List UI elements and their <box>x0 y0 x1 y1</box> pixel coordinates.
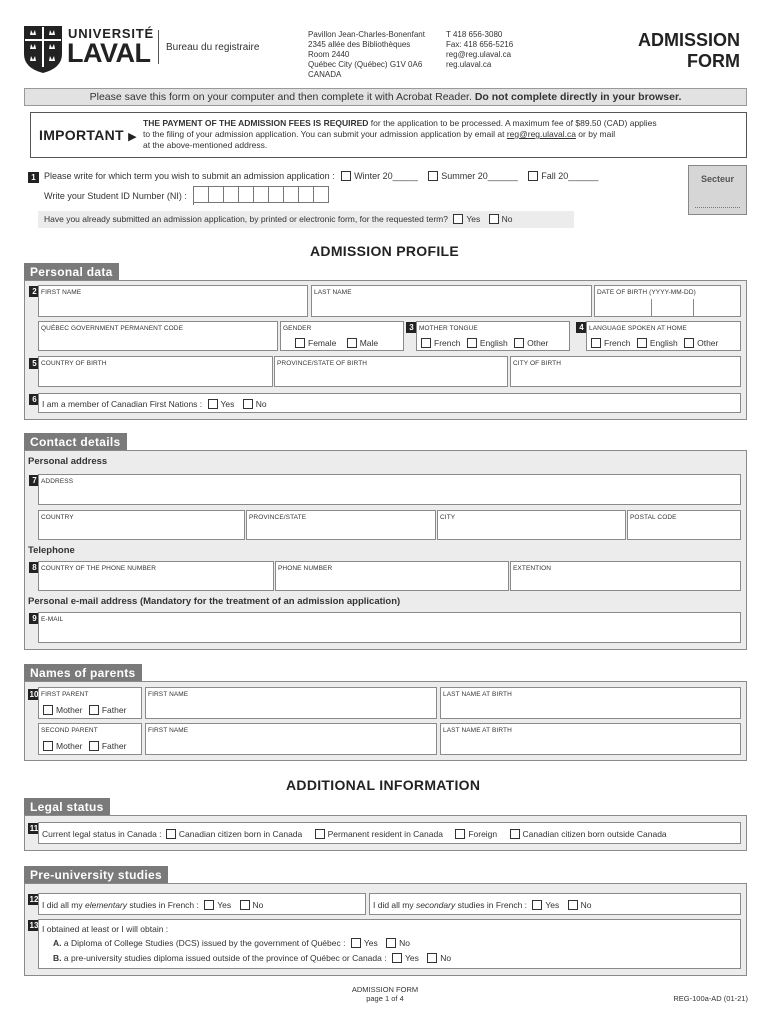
id-cell[interactable] <box>284 186 299 203</box>
gender-label: GENDER <box>283 325 312 332</box>
email-heading-text: Personal e-mail address <box>28 596 140 607</box>
personal-address-heading: Personal address <box>28 456 108 467</box>
city-label: CITY <box>440 514 456 521</box>
summer-label: Summer 20______ <box>441 171 518 181</box>
last-name-label: LAST NAME <box>314 289 352 296</box>
fax-line: Fax: 418 656-5216 <box>446 40 514 49</box>
no-label: No <box>255 399 267 409</box>
secteur-line <box>695 207 740 208</box>
diploma-block <box>38 919 741 969</box>
form-title-line2: FORM <box>687 51 740 71</box>
phone-country-field[interactable] <box>38 561 274 591</box>
secondary-no-checkbox[interactable] <box>568 900 578 910</box>
opt3-label: Foreign <box>468 829 498 839</box>
important-label <box>39 127 137 143</box>
no-label: No <box>252 900 264 910</box>
section-number: 11 <box>29 824 39 833</box>
id-cell[interactable] <box>239 186 254 203</box>
form-title-line1: ADMISSION <box>637 30 740 50</box>
dcs-yes-checkbox[interactable] <box>351 938 361 948</box>
b-text: a pre-university studies diploma issued outside of the province of Québec or Canada : <box>63 953 387 963</box>
secondary-row <box>369 893 741 915</box>
important-text <box>143 118 743 151</box>
arrow-right-icon: ▶ <box>128 131 137 143</box>
second-parent-options <box>43 741 126 751</box>
province-birth-label: PROVINCE/STATE OF BIRTH <box>277 360 368 367</box>
firstname-label: FIRST NAME <box>148 691 189 698</box>
opt2-label: Permanent resident in Canada <box>327 829 443 839</box>
summer-checkbox[interactable] <box>428 171 438 181</box>
b-label: B. <box>53 953 62 963</box>
legal-status-tab: Legal status <box>24 798 110 816</box>
country-birth-label: COUNTRY OF BIRTH <box>41 360 107 367</box>
footer-code: REG-100a-AD (01-21) <box>673 994 748 1003</box>
other-label: Other <box>697 338 719 348</box>
term-question <box>44 171 598 181</box>
section-number: 12 <box>29 895 39 904</box>
address-line: CANADA <box>308 70 342 79</box>
language-home-label: LANGUAGE SPOKEN AT HOME <box>589 325 687 332</box>
dob-label: DATE OF BIRTH (YYYY-MM-DD) <box>597 289 696 296</box>
province-of-birth-field[interactable] <box>274 356 508 387</box>
dob-divider <box>651 299 652 317</box>
yes-label: Yes <box>363 938 378 948</box>
pre-university-tab: Pre-university studies <box>24 866 168 884</box>
section-number: 4 <box>576 322 587 333</box>
address-line: Pavillon Jean-Charles-Bonenfant <box>308 30 425 39</box>
no-label: No <box>440 953 452 963</box>
language-home-options <box>591 338 718 348</box>
important-label-text: IMPORTANT <box>39 127 124 143</box>
diploma-a-row <box>53 938 410 948</box>
second-parent-lastname-field[interactable] <box>440 723 741 755</box>
postal-label: POSTAL CODE <box>630 514 677 521</box>
yes-label: Yes <box>404 953 419 963</box>
id-cell[interactable] <box>224 186 239 203</box>
elementary-no-checkbox[interactable] <box>240 900 250 910</box>
address-line: 2345 allée des Bibliothèques <box>308 40 411 49</box>
second-parent-firstname-field[interactable] <box>145 723 437 755</box>
section-number: 13 <box>29 921 39 930</box>
english-label: English <box>479 338 508 348</box>
language-home-field <box>586 321 741 351</box>
diploma-b-row <box>53 953 451 963</box>
id-cell[interactable] <box>299 186 314 203</box>
first-parent-type <box>38 687 142 719</box>
section-number: 7 <box>29 475 40 486</box>
university-logo <box>22 24 155 74</box>
personal-data-tab: Personal data <box>24 263 119 281</box>
notice-text: Please save this form on your computer and then complete it with Acrobat Reader. <box>89 91 475 103</box>
mother-tongue-options <box>421 338 548 348</box>
student-id-cells[interactable] <box>193 186 329 205</box>
email-field[interactable] <box>38 612 741 643</box>
mt-english-checkbox[interactable] <box>467 338 477 348</box>
dob-divider <box>693 299 694 317</box>
english-label: English <box>649 338 678 348</box>
important-bold: THE PAYMENT OF THE ADMISSION FEES IS REQUIRED <box>143 118 369 128</box>
contact-details-tab: Contact details <box>24 433 127 451</box>
student-id-label: Write your Student ID Number (NI) : <box>44 191 187 201</box>
already-submitted-text: Have you already submitted an admission application, by printed or electronic form, for the requested term? <box>44 214 448 224</box>
second-parent-type <box>38 723 142 755</box>
elementary-pre: I did all my <box>42 900 85 910</box>
important-text3: or by mail <box>575 129 616 139</box>
male-label: Male <box>359 338 379 348</box>
first-nations-yes-checkbox[interactable] <box>208 399 218 409</box>
outside-no-checkbox[interactable] <box>427 953 437 963</box>
important-email-link[interactable]: reg@reg.ulaval.ca <box>506 129 576 139</box>
footer-title: ADMISSION FORM <box>351 985 419 994</box>
email-link[interactable]: reg@reg.ulaval.ca <box>446 50 512 59</box>
mother-tongue-field <box>416 321 570 351</box>
firstname-label: FIRST NAME <box>148 727 189 734</box>
opt4-label: Canadian citizen born outside Canada <box>522 829 667 839</box>
notice-bar <box>24 88 747 106</box>
important-text2: to the filing of your admission application. You can submit your admission application by email at <box>143 129 507 139</box>
mother-label: Mother <box>56 705 83 715</box>
city-field[interactable] <box>437 510 626 540</box>
fall-checkbox[interactable] <box>528 171 538 181</box>
permanent-code-label: QUÉBEC GOVERNMENT PERMANENT CODE <box>41 325 184 332</box>
gender-options <box>295 338 378 348</box>
telephone-heading: Telephone <box>28 545 75 556</box>
section-number: 10 <box>29 690 39 699</box>
email-heading-bold: (Mandatory for the treatment of an admission application) <box>139 596 401 607</box>
submitted-no-checkbox[interactable] <box>489 214 499 224</box>
opt1-label: Canadian citizen born in Canada <box>178 829 303 839</box>
secondary-yes-checkbox[interactable] <box>532 900 542 910</box>
student-id-row <box>44 186 329 205</box>
french-label: French <box>604 338 631 348</box>
id-cell[interactable] <box>269 186 284 203</box>
form-title <box>638 30 740 72</box>
permanent-resident-checkbox[interactable] <box>315 829 325 839</box>
elementary-yes-checkbox[interactable] <box>204 900 214 910</box>
country-field[interactable] <box>38 510 245 540</box>
id-cell[interactable] <box>209 186 224 203</box>
parents-tab: Names of parents <box>24 664 142 682</box>
section-number: 6 <box>29 394 40 405</box>
section-number: 8 <box>29 562 40 573</box>
no-label: No <box>501 214 513 224</box>
first-parent-firstname-field[interactable] <box>145 687 437 719</box>
father-label: Father <box>101 705 127 715</box>
first-nations-label: I am a member of Canadian First Nations : <box>42 399 203 409</box>
email-heading <box>28 596 400 607</box>
logo-bottom-text: LAVAL <box>67 38 151 68</box>
no-label: No <box>399 938 410 948</box>
male-checkbox[interactable] <box>347 338 357 348</box>
phone-number-field[interactable] <box>275 561 509 591</box>
additional-info-heading: ADDITIONAL INFORMATION <box>286 777 481 793</box>
a-label: A. <box>53 938 62 948</box>
secondary-text <box>373 900 592 910</box>
outside-yes-checkbox[interactable] <box>392 953 402 963</box>
already-submitted-row <box>38 211 574 228</box>
a-text: a Diploma of College Studies (DCS) issued by the government of Québec : <box>63 938 346 948</box>
province-label: PROVINCE/STATE <box>249 514 307 521</box>
second-parent-mother-checkbox[interactable] <box>43 741 53 751</box>
foreign-checkbox[interactable] <box>455 829 465 839</box>
contact-block <box>446 30 513 70</box>
mt-other-checkbox[interactable] <box>514 338 524 348</box>
no-label: No <box>580 900 592 910</box>
lh-other-checkbox[interactable] <box>684 338 694 348</box>
address-label: ADDRESS <box>41 478 74 485</box>
province-field[interactable] <box>246 510 436 540</box>
last-name-field[interactable] <box>311 285 592 317</box>
fall-label: Fall 20______ <box>541 171 599 181</box>
elementary-text <box>42 900 263 910</box>
important-box <box>30 112 747 158</box>
gender-field <box>280 321 404 351</box>
city-of-birth-field[interactable] <box>510 356 741 387</box>
mother-tongue-label: MOTHER TONGUE <box>419 325 478 332</box>
legal-status-row <box>38 822 741 844</box>
id-cell[interactable] <box>194 186 209 203</box>
secteur-box <box>688 165 747 215</box>
secondary-italic: secondary <box>416 900 456 910</box>
lastname-birth-label: LAST NAME AT BIRTH <box>443 691 512 698</box>
country-of-birth-field[interactable] <box>38 356 273 387</box>
address-line: Room 2440 <box>308 50 350 59</box>
second-parent-label: SECOND PARENT <box>41 727 98 734</box>
yes-label: Yes <box>466 214 481 224</box>
mt-french-checkbox[interactable] <box>421 338 431 348</box>
first-parent-label: FIRST PARENT <box>41 691 89 698</box>
section-number: 9 <box>29 613 40 624</box>
address-block <box>308 30 425 80</box>
secondary-pre: I did all my <box>373 900 416 910</box>
section-number: 5 <box>29 358 40 369</box>
first-parent-lastname-field[interactable] <box>440 687 741 719</box>
elementary-post: studies in French : <box>127 900 199 910</box>
address-field[interactable] <box>38 474 741 505</box>
submitted-yes-checkbox[interactable] <box>453 214 463 224</box>
id-cell[interactable] <box>254 186 269 203</box>
country-label: COUNTRY <box>41 514 74 521</box>
legal-status-question: Current legal status in Canada : <box>42 829 162 839</box>
extension-label: EXTENTION <box>513 565 552 572</box>
phone-number-label: PHONE NUMBER <box>278 565 333 572</box>
date-of-birth-field[interactable] <box>594 285 741 317</box>
city-birth-label: CITY OF BIRTH <box>513 360 562 367</box>
elementary-italic: elementary <box>85 900 128 910</box>
mother-label: Mother <box>56 741 83 751</box>
winter-checkbox[interactable] <box>341 171 351 181</box>
dcs-no-checkbox[interactable] <box>386 938 396 948</box>
citizen-born-outside-checkbox[interactable] <box>510 829 520 839</box>
footer-page: page 1 of 4 <box>366 994 404 1003</box>
first-parent-options <box>43 705 126 715</box>
first-name-label: FIRST NAME <box>41 289 82 296</box>
section-number: 1 <box>28 172 39 183</box>
legal-status-options <box>42 829 667 839</box>
extension-field[interactable] <box>510 561 741 591</box>
first-nations-row <box>38 393 741 413</box>
important-text4: at the above-mentioned address. <box>143 140 268 150</box>
address-line: Québec City (Québec) G1V 0A6 <box>308 60 423 69</box>
phone-line: T 418 656-3080 <box>446 30 503 39</box>
first-nations-no-checkbox[interactable] <box>243 399 253 409</box>
footer-center <box>0 985 770 1003</box>
first-parent-father-checkbox[interactable] <box>89 705 99 715</box>
lastname-birth-label: LAST NAME AT BIRTH <box>443 727 512 734</box>
yes-label: Yes <box>217 900 232 910</box>
female-checkbox[interactable] <box>295 338 305 348</box>
header-divider <box>158 30 159 64</box>
phone-country-label: COUNTRY OF THE PHONE NUMBER <box>41 565 157 572</box>
elementary-row <box>38 893 366 915</box>
quebec-crest-icon <box>22 24 64 74</box>
section-number: 2 <box>29 286 40 297</box>
obtained-label: I obtained at least or I will obtain : <box>42 924 169 934</box>
email-label: E-MAIL <box>41 616 64 623</box>
female-label: Female <box>308 338 337 348</box>
important-text1: for the application to be processed. A maximum fee of $89.50 (CAD) applies <box>368 118 657 128</box>
second-parent-father-checkbox[interactable] <box>89 741 99 751</box>
other-label: Other <box>527 338 549 348</box>
secteur-label: Secteur <box>700 174 735 184</box>
lh-english-checkbox[interactable] <box>637 338 647 348</box>
lh-french-checkbox[interactable] <box>591 338 601 348</box>
citizen-born-canada-checkbox[interactable] <box>166 829 176 839</box>
id-cell[interactable] <box>314 186 329 203</box>
yes-label: Yes <box>220 399 235 409</box>
postal-code-field[interactable] <box>627 510 741 540</box>
notice-bold: Do not complete directly in your browser. <box>474 91 682 103</box>
admission-profile-heading: ADMISSION PROFILE <box>310 243 459 259</box>
father-label: Father <box>101 741 127 751</box>
first-nations-text <box>42 399 267 409</box>
section-number: 3 <box>406 322 417 333</box>
first-parent-mother-checkbox[interactable] <box>43 705 53 715</box>
first-name-field[interactable] <box>38 285 308 317</box>
bureau-label: Bureau du registraire <box>166 42 260 53</box>
yes-label: Yes <box>545 900 560 910</box>
french-label: French <box>434 338 461 348</box>
secondary-post: studies in French : <box>455 900 528 910</box>
website-link[interactable]: reg.ulaval.ca <box>446 60 492 69</box>
permanent-code-field[interactable] <box>38 321 278 351</box>
term-question-text: Please write for which term you wish to submit an admission application : <box>44 171 335 181</box>
winter-label: Winter 20_____ <box>354 171 418 181</box>
logo-top-text: UNIVERSITÉ <box>68 26 155 41</box>
